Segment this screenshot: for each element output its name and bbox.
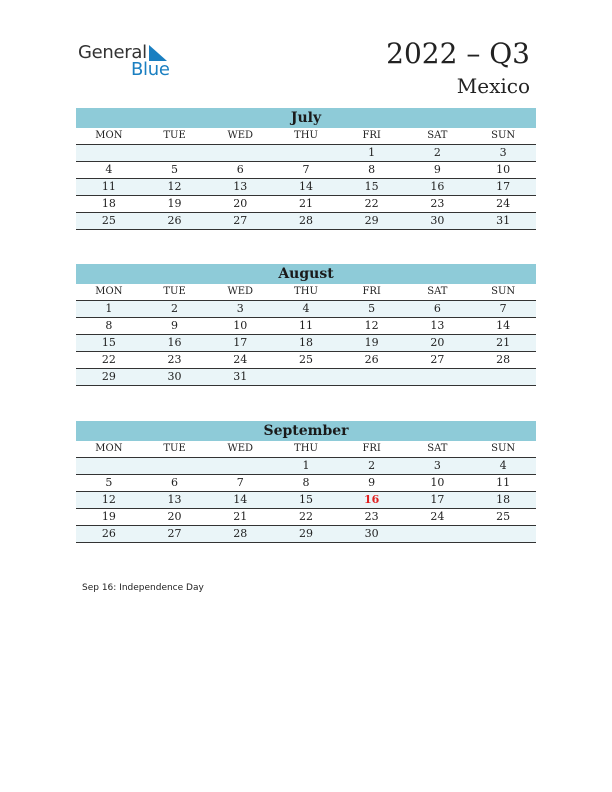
weekday-label: THU: [273, 284, 339, 301]
weekday-label: THU: [273, 441, 339, 458]
month-name: July: [76, 108, 536, 128]
day-cell: 31: [470, 213, 536, 230]
weekday-label: SUN: [470, 128, 536, 145]
day-cell: 29: [339, 213, 405, 230]
day-cell: 2: [339, 458, 405, 475]
month-block-july: [76, 108, 536, 230]
week-row: [76, 369, 536, 386]
weekday-label: TUE: [142, 128, 208, 145]
day-cell: 5: [76, 475, 142, 492]
day-cell: 16: [142, 335, 208, 352]
day-cell: [142, 145, 208, 162]
weekday-label: MON: [76, 441, 142, 458]
day-cell: [405, 369, 471, 386]
day-cell: 11: [470, 475, 536, 492]
weekday-label: WED: [207, 284, 273, 301]
week-row: [76, 509, 536, 526]
weekday-label: MON: [76, 128, 142, 145]
day-cell: 12: [142, 179, 208, 196]
day-cell: 23: [142, 352, 208, 369]
weekday-label: SAT: [405, 441, 471, 458]
weekday-label: FRI: [339, 128, 405, 145]
day-cell: 8: [273, 475, 339, 492]
week-row: [76, 335, 536, 352]
day-cell: 14: [273, 179, 339, 196]
day-cell: 31: [207, 369, 273, 386]
day-cell: 17: [207, 335, 273, 352]
day-cell: [207, 458, 273, 475]
day-cell: 13: [405, 318, 471, 335]
day-cell: 16: [405, 179, 471, 196]
weekday-label: FRI: [339, 284, 405, 301]
day-cell: 27: [142, 526, 208, 543]
day-cell: 9: [405, 162, 471, 179]
day-cell: 14: [470, 318, 536, 335]
day-cell: 7: [273, 162, 339, 179]
weekday-header-row: [76, 284, 536, 301]
weekday-label: SAT: [405, 128, 471, 145]
day-cell: 11: [273, 318, 339, 335]
day-cell: 25: [470, 509, 536, 526]
country-name: Mexico: [456, 74, 530, 98]
week-row: [76, 301, 536, 318]
weekday-label: MON: [76, 284, 142, 301]
weekday-label: TUE: [142, 284, 208, 301]
day-cell: 30: [339, 526, 405, 543]
day-cell: [339, 369, 405, 386]
week-row: [76, 475, 536, 492]
day-cell: 28: [207, 526, 273, 543]
day-cell: 8: [76, 318, 142, 335]
page-title: 2022 – Q3: [386, 37, 530, 70]
day-cell: 22: [339, 196, 405, 213]
day-cell: 23: [339, 509, 405, 526]
month-table: [76, 284, 536, 386]
week-row: [76, 179, 536, 196]
generalblue-logo: [78, 42, 178, 82]
day-cell: 20: [142, 509, 208, 526]
day-cell: 6: [142, 475, 208, 492]
day-cell: 21: [273, 196, 339, 213]
day-cell: 4: [273, 301, 339, 318]
weekday-label: FRI: [339, 441, 405, 458]
month-block-september: [76, 421, 536, 543]
weekday-label: SAT: [405, 284, 471, 301]
day-cell: 19: [76, 509, 142, 526]
weekday-label: SUN: [470, 441, 536, 458]
day-cell: [76, 145, 142, 162]
day-cell: 9: [339, 475, 405, 492]
day-cell: 24: [470, 196, 536, 213]
day-cell: [207, 145, 273, 162]
day-cell: 30: [142, 369, 208, 386]
weekday-header-row: [76, 128, 536, 145]
day-cell: 22: [273, 509, 339, 526]
day-cell: 18: [470, 492, 536, 509]
day-cell: 9: [142, 318, 208, 335]
weekday-label: THU: [273, 128, 339, 145]
day-cell: [273, 145, 339, 162]
logo-text-general: General: [78, 42, 147, 63]
week-row: [76, 162, 536, 179]
day-cell: 8: [339, 162, 405, 179]
day-cell: 2: [142, 301, 208, 318]
day-cell: 29: [76, 369, 142, 386]
day-cell: 1: [339, 145, 405, 162]
day-cell: 17: [470, 179, 536, 196]
day-cell: 7: [207, 475, 273, 492]
day-cell: 25: [76, 213, 142, 230]
week-row: [76, 458, 536, 475]
day-cell: 5: [142, 162, 208, 179]
day-cell: 27: [405, 352, 471, 369]
week-row: [76, 492, 536, 509]
day-cell: 19: [339, 335, 405, 352]
weekday-label: SUN: [470, 284, 536, 301]
weekday-label: WED: [207, 128, 273, 145]
day-cell: 15: [273, 492, 339, 509]
weekday-header-row: [76, 441, 536, 458]
week-row: [76, 145, 536, 162]
day-cell: [76, 458, 142, 475]
day-cell: 28: [470, 352, 536, 369]
day-cell: 24: [207, 352, 273, 369]
day-cell: 27: [207, 213, 273, 230]
day-cell: [142, 458, 208, 475]
day-cell: [405, 526, 471, 543]
month-name: August: [76, 264, 536, 284]
week-row: [76, 352, 536, 369]
holiday-day-cell: 16: [339, 492, 405, 509]
day-cell: 26: [339, 352, 405, 369]
day-cell: 12: [339, 318, 405, 335]
day-cell: 19: [142, 196, 208, 213]
day-cell: 25: [273, 352, 339, 369]
month-block-august: [76, 264, 536, 386]
day-cell: 17: [405, 492, 471, 509]
day-cell: 26: [142, 213, 208, 230]
weekday-label: TUE: [142, 441, 208, 458]
day-cell: 20: [207, 196, 273, 213]
month-table: [76, 128, 536, 230]
day-cell: 10: [405, 475, 471, 492]
day-cell: 30: [405, 213, 471, 230]
logo-text-blue: Blue: [131, 59, 170, 80]
day-cell: 4: [470, 458, 536, 475]
day-cell: 14: [207, 492, 273, 509]
day-cell: 7: [470, 301, 536, 318]
weekday-label: WED: [207, 441, 273, 458]
day-cell: 18: [273, 335, 339, 352]
day-cell: 26: [76, 526, 142, 543]
week-row: [76, 213, 536, 230]
day-cell: 13: [142, 492, 208, 509]
day-cell: 1: [273, 458, 339, 475]
day-cell: 10: [207, 318, 273, 335]
day-cell: 20: [405, 335, 471, 352]
day-cell: 13: [207, 179, 273, 196]
week-row: [76, 196, 536, 213]
month-table: [76, 441, 536, 543]
day-cell: 22: [76, 352, 142, 369]
day-cell: 11: [76, 179, 142, 196]
day-cell: [273, 369, 339, 386]
day-cell: 12: [76, 492, 142, 509]
week-row: [76, 318, 536, 335]
day-cell: 4: [76, 162, 142, 179]
day-cell: 3: [470, 145, 536, 162]
day-cell: 3: [207, 301, 273, 318]
day-cell: 21: [470, 335, 536, 352]
day-cell: 6: [207, 162, 273, 179]
day-cell: 6: [405, 301, 471, 318]
holiday-note: Sep 16: Independence Day: [82, 583, 204, 593]
day-cell: 21: [207, 509, 273, 526]
day-cell: 2: [405, 145, 471, 162]
week-row: [76, 526, 536, 543]
day-cell: 15: [76, 335, 142, 352]
day-cell: [470, 526, 536, 543]
day-cell: 18: [76, 196, 142, 213]
day-cell: 15: [339, 179, 405, 196]
day-cell: 1: [76, 301, 142, 318]
day-cell: 23: [405, 196, 471, 213]
day-cell: [470, 369, 536, 386]
day-cell: 24: [405, 509, 471, 526]
month-name: September: [76, 421, 536, 441]
day-cell: 3: [405, 458, 471, 475]
day-cell: 29: [273, 526, 339, 543]
day-cell: 10: [470, 162, 536, 179]
day-cell: 5: [339, 301, 405, 318]
day-cell: 28: [273, 213, 339, 230]
